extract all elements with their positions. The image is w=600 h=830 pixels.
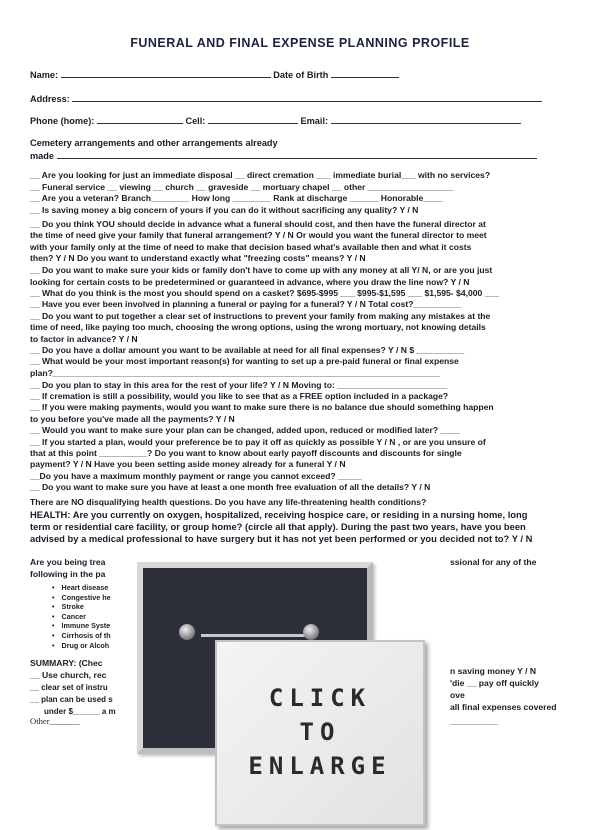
phone-home-label: Phone (home):: [30, 116, 95, 126]
condition-item: • Stroke: [52, 602, 84, 611]
question-line: to you before you've made all the payments? Y / N: [30, 414, 235, 424]
question-line: __ Do you want to make sure your kids or family don't have to come up with any money at all Y/ N, or are you just: [30, 265, 493, 275]
question-line: __ What would be your most important reason(s) for wanting to set up a pre-paid funeral or final expense: [30, 356, 459, 366]
question-line: __ Is saving money a big concern of yours if you can do it without sacrificing any quality? Y / N: [30, 205, 419, 215]
phone-home-field[interactable]: [97, 114, 183, 124]
question-line: __ Do you want to put together a clear set of instructions to prevent your family from making any mistakes at the: [30, 311, 491, 321]
question-line: __ Do you have a dollar amount you want to be available at need for all final expenses? Y / N $ __________: [30, 345, 465, 355]
question-line: payment? Y / N Have you been setting aside money already for a funeral Y / N: [30, 459, 346, 469]
question-line: __ Do you want to make sure you have at least a one month free evaluation of all the details? Y / N: [30, 482, 431, 492]
question-line: to factor in advance? Y / N: [30, 334, 138, 344]
question-line: __ Do you think YOU should decide in advance what a funeral should cost, and then have the funeral director at: [30, 219, 486, 229]
condition-item: • Cancer: [52, 612, 86, 621]
summary-right-1: n saving money Y / N: [450, 666, 537, 676]
dob-label: Date of Birth: [273, 70, 329, 80]
question-line: with your family only at the time of need to make that decision based what's available then and what it costs: [30, 242, 472, 252]
summary-left-2: __ Use church, rec: [30, 670, 107, 680]
email-field[interactable]: [331, 114, 521, 124]
question-line: __ Have you ever been involved in planning a funeral or paying for a funeral? Y / N Total cost?__________: [30, 299, 462, 309]
condition-item: • Congestive he: [52, 593, 111, 602]
treated-right-1: ssional for any of the: [450, 557, 537, 567]
health-line-3: advised by a medical professional to have surgery but it has not yet been performed or you decided not to? Y / N: [30, 533, 533, 544]
address-label: Address:: [30, 94, 70, 104]
question-line: __ What do you think is the most you should spend on a casket? $695-$995 ___ $995-$1,595 ___ $1,595- $4,000 ___: [30, 288, 500, 298]
question-line: that at this point __________? Do you want to know about early payoff discounts and discounts for single: [30, 448, 462, 458]
click-to-enlarge-button[interactable]: [215, 640, 425, 826]
cell-field[interactable]: [208, 114, 298, 124]
click-text: CLICK: [268, 684, 372, 712]
summary-left-6: Other_______: [30, 716, 80, 726]
summary-left-5: under $______ a m: [44, 707, 116, 716]
question-line: __ If cremation is still a possibility, would you like to see that as a FREE option included in a package?: [30, 391, 449, 401]
question-line: time of need, like paying too much, choosing the wrong options, using the wrong mortuary, not knowing details: [30, 322, 486, 332]
question-line: then? Y / N Do you want to understand exactly what "freezing costs" means? Y / N: [30, 253, 366, 263]
condition-item: • Drug or Alcoh: [52, 641, 109, 650]
condition-item: • Cirrhosis of th: [52, 631, 111, 640]
summary-right-3: ove: [450, 690, 465, 700]
health-line-2: term or residential care facility, or group home? (circle all that apply). During the past two years, have you been: [30, 521, 526, 532]
question-line: __ Funeral service __ viewing __ church __ graveside __ mortuary chapel __ other __________________: [30, 182, 454, 192]
summary-right-4: all final expenses covered: [450, 702, 557, 712]
to-text: TO: [299, 718, 341, 746]
phone-row: [30, 114, 570, 127]
page-title: FUNERAL AND FINAL EXPENSE PLANNING PROFILE: [130, 36, 470, 50]
condition-item: • Immune Syste: [52, 621, 110, 630]
summary-left-3: __ clear set of instru: [30, 683, 108, 692]
question-line: __ Are you a veteran? Branch________ How long ________ Rank at discharge ______ Honorable____: [30, 193, 443, 203]
right-rivet-icon: [303, 624, 319, 640]
address-row: [30, 92, 570, 105]
name-label: Name:: [30, 70, 59, 80]
address-field[interactable]: [72, 92, 542, 102]
summary-right-2: 'die __ pay off quickly: [450, 678, 539, 688]
question-line: looking for certain costs to be predetermined or guaranteed in advance, where you draw the line now? Y / N: [30, 277, 470, 287]
cemetery-row: [30, 149, 570, 162]
pin-bar: [201, 634, 309, 637]
health-intro: There are NO disqualifying health questions. Do you have any life-threatening health conditions?: [30, 497, 427, 507]
question-line: __ If you started a plan, would your preference be to pay it off as quickly as possible Y / N , or are you unsure of: [30, 437, 486, 447]
enlarge-text: ENLARGE: [248, 752, 392, 780]
cemetery-field[interactable]: [57, 149, 537, 159]
question-line: __Do you have a maximum monthly payment or range you cannot exceed? _____: [30, 471, 362, 481]
email-label: Email:: [300, 116, 329, 126]
enlarge-overlay[interactable]: [129, 562, 427, 830]
health-line-1: HEALTH: Are you currently on oxygen, hospitalized, receiving hospice care, or residing in a nursing home, long: [30, 509, 528, 520]
question-line: __ Are you looking for just an immediate disposal __ direct cremation ___ immediate burial___ with no services?: [30, 170, 491, 180]
cemetery-label: made: [30, 151, 55, 161]
cemetery-line-1: Cemetery arrangements and other arrangements already: [30, 138, 278, 148]
dob-field[interactable]: [331, 68, 399, 78]
treated-left-2: following in the pa: [30, 569, 106, 579]
name-field[interactable]: [61, 68, 271, 78]
summary-right-6: __________: [450, 716, 498, 726]
question-line: plan?_________________________________________________________________________________: [30, 368, 441, 378]
treated-left-1: Are you being trea: [30, 557, 106, 567]
left-rivet-icon: [179, 624, 195, 640]
question-line: __ If you were making payments, would you want to make sure there is no balance due should something happen: [30, 402, 494, 412]
name-row: [30, 68, 570, 81]
condition-item: • Heart disease: [52, 583, 108, 592]
summary-left-4: __ plan can be used s: [30, 695, 113, 704]
question-line: __ Would you want to make sure your plan can be changed, added upon, reduced or modified later? ____: [30, 425, 460, 435]
question-line: the time of need give your family that funeral arrangement? Y / N Or would you want the funeral director to meet: [30, 230, 487, 240]
summary-left-1: SUMMARY: (Chec: [30, 658, 103, 668]
cell-label: Cell:: [185, 116, 206, 126]
question-line: __ Do you plan to stay in this area for the rest of your life? Y / N Moving to: _______________________: [30, 380, 448, 390]
